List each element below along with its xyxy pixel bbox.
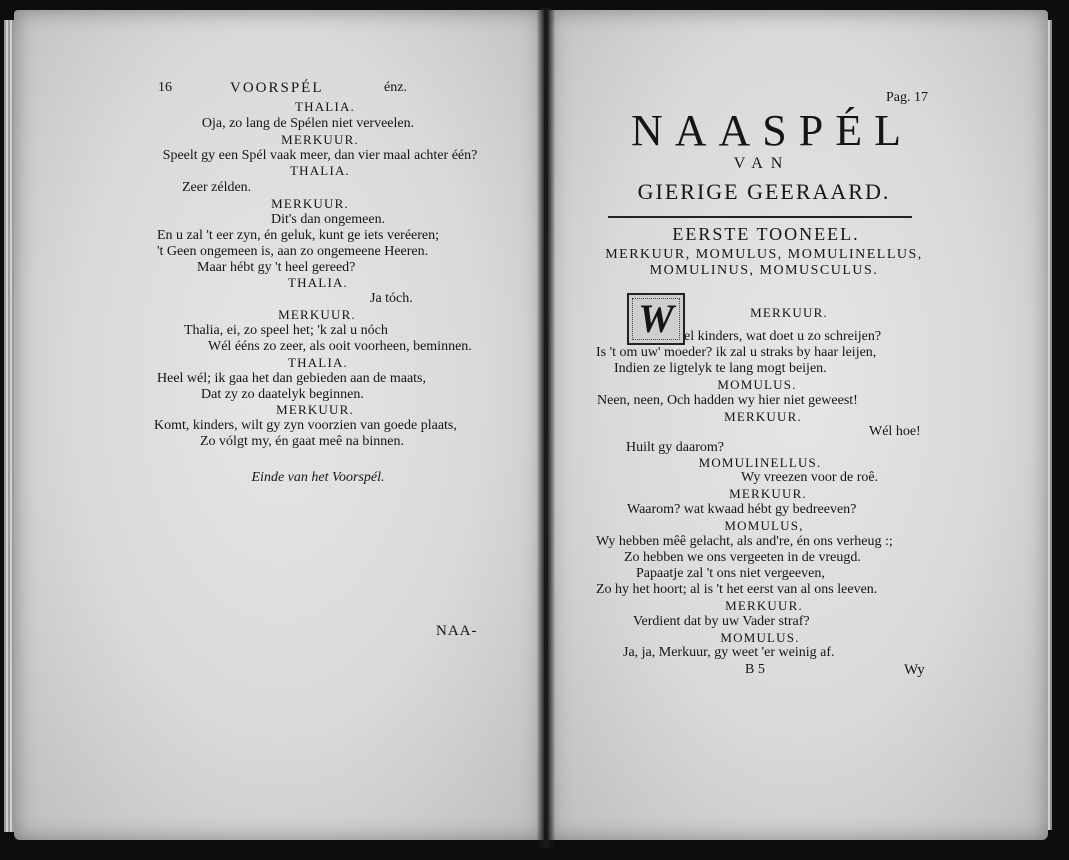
speaker-label: THALIA.: [289, 163, 351, 178]
verse-line: el kinders, wat doet u zo schreijen?: [684, 329, 882, 344]
scene-heading: EERSTE TOONEEL.: [672, 224, 860, 244]
book-gutter: [537, 8, 555, 848]
speaker-label: THALIA.: [287, 275, 349, 290]
verse-line: Wy vreezen voor de roê.: [741, 470, 879, 485]
speaker-label: MOMULUS.: [720, 630, 800, 645]
speaker-label: MERKUUR.: [271, 196, 349, 211]
speaker-label: MOMULINELLUS.: [698, 455, 822, 470]
verse-line: Wél hoe!: [869, 424, 921, 439]
verse-line: Waarom? wat kwaad hébt gy bedreeven?: [627, 502, 857, 517]
signature-mark: B 5: [745, 662, 765, 677]
verse-line: Heel wél; ik gaa het dan gebieden aan de maats,: [157, 371, 426, 386]
verse-line: Papaatje zal 't ons niet vergeeven,: [636, 566, 825, 581]
verse-line: Zo hebben we ons vergeeten in de vreugd.: [624, 550, 861, 565]
speaker-label: MERKUUR.: [276, 402, 354, 417]
verse-line: Is 't om uw' moeder? ik zal u straks by haar leijen,: [596, 345, 877, 360]
verse-line: En u zal 't eer zyn, én geluk, kunt ge iets veréeren;: [157, 228, 440, 243]
verse-line: Wy hebben mêê gelacht, als and're, én ons verheug :;: [596, 534, 893, 549]
left-running-head: VOORSPÉL: [230, 80, 324, 96]
left-running-head-suffix: énz.: [384, 80, 407, 95]
verse-line: Komt, kinders, wilt gy zyn voorzien van goede plaats,: [154, 418, 457, 433]
verse-line: Speelt gy een Spél vaak meer, dan vier maal achter één?: [162, 148, 478, 163]
play-subtitle: GIERIGE GEERAARD.: [637, 179, 891, 204]
speaker-label: THALIA.: [287, 355, 349, 370]
verse-line: Neen, neen, Och hadden wy hier niet geweest!: [597, 393, 858, 408]
speaker-label: MERKUUR.: [724, 409, 802, 424]
speaker-label: MERKUUR.: [750, 305, 828, 320]
speaker-label: MERKUUR.: [729, 486, 807, 501]
verse-line: 't Geen ongemeen is, aan zo ongemeene Heeren.: [157, 244, 429, 259]
cast-list-line-1: MERKUUR, MOMULUS, MOMULINELLUS,: [605, 247, 923, 262]
verse-line: Huilt gy daarom?: [626, 440, 724, 455]
cast-list-line-2: MOMULINUS, MOMUSCULUS.: [649, 263, 879, 278]
verse-line: Verdient dat by uw Vader straf?: [633, 614, 810, 629]
verse-line: Ja tóch.: [370, 291, 413, 306]
verse-line: Dat zy zo daatelyk beginnen.: [201, 387, 364, 402]
verse-line: Zo hy het hoort; al is 't het eerst van al ons leeven.: [596, 582, 878, 597]
verse-line: Zeer zélden.: [182, 180, 252, 195]
speaker-label: MERKUUR.: [278, 307, 356, 322]
ornamental-drop-cap: W: [627, 293, 685, 345]
speaker-label: MOMULUS,: [724, 518, 804, 533]
play-title: NAASPÉL: [630, 106, 914, 155]
verse-line: Oja, zo lang de Spélen niet verveelen.: [201, 116, 415, 131]
speaker-label: THALIA.: [294, 99, 356, 114]
speaker-label: MERKUUR.: [725, 598, 803, 613]
verse-line: Wél ééns zo zeer, als ooit voorheen, beminnen.: [208, 339, 472, 354]
verse-line: Thalia, ei, zo speel het; 'k zal u nóch: [184, 323, 388, 338]
speaker-label: MERKUUR.: [281, 132, 359, 147]
left-catchword: NAA-: [436, 623, 478, 639]
verse-line: Indien ze ligtelyk te lang mogt beijen.: [614, 361, 827, 376]
verse-line: Maar hébt gy 't heel gereed?: [197, 260, 356, 275]
title-van: VAN: [733, 155, 791, 172]
verse-line: Ja, ja, Merkuur, gy weet 'er weinig af.: [623, 645, 835, 660]
verse-line: Dit's dan ongemeen.: [271, 212, 386, 227]
verse-line: Zo vólgt my, én gaat meê na binnen.: [200, 434, 404, 449]
end-note: Einde van het Voorspél.: [251, 470, 385, 485]
left-page-number: 16: [158, 80, 172, 95]
right-catchword: Wy: [904, 662, 925, 678]
right-page-number: Pag. 17: [886, 90, 928, 105]
speaker-label: MOMULUS.: [717, 377, 797, 392]
title-rule: [608, 216, 912, 218]
